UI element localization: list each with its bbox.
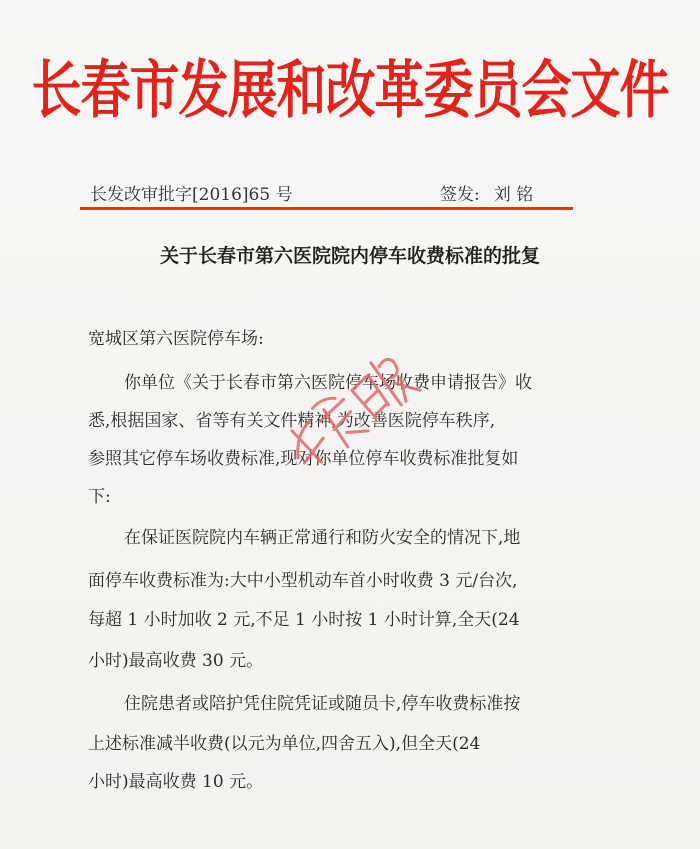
org-header-title: 长春市发展和改革委员会文件 <box>31 53 669 127</box>
paragraph-1-line-3: 参照其它停车场收费标准,现对你单位停车收费标准批复如 <box>88 449 519 469</box>
paragraph-3-line-1: 住院患者或陪护凭住院凭证或随员卡,停车收费标准按 <box>124 694 521 714</box>
document-number: 长发改审批字[2016]65 号 <box>90 185 293 205</box>
addressee: 宽城区第六医院停车场: <box>88 329 264 349</box>
paragraph-3-line-3: 小时)最高收费 10 元。 <box>88 772 264 792</box>
paragraph-3-line-2: 上述标准减半收费(以元为单位,四舍五入),但全天(24 <box>88 734 481 754</box>
signer-name: 刘 铭 <box>493 185 534 205</box>
paragraph-1-line-4: 下: <box>88 487 111 507</box>
red-divider <box>80 207 573 210</box>
paragraph-1-line-1: 你单位《关于长春市第六医院停车场收费申请报告》收 <box>124 373 532 393</box>
paragraph-2-line-2: 面停车收费标准为:大中小型机动车首小时收费 3 元/台次, <box>88 571 518 591</box>
paragraph-2-line-4: 小时)最高收费 30 元。 <box>88 651 264 671</box>
paragraph-2-line-3: 每超 1 小时加收 2 元,不足 1 小时按 1 小时计算,全天(24 <box>88 610 520 630</box>
signer-block <box>440 180 533 205</box>
paragraph-2-line-1: 在保证医院院内车辆正常通行和防火安全的情况下,地 <box>124 528 521 548</box>
paragraph-1-line-2: 悉,根据国家、省等有关文件精神,为改善医院停车秩序, <box>88 411 496 431</box>
document-title: 关于长春市第六医院院内停车收费标准的批复 <box>159 245 540 267</box>
signer-label: 签发: <box>440 185 480 205</box>
